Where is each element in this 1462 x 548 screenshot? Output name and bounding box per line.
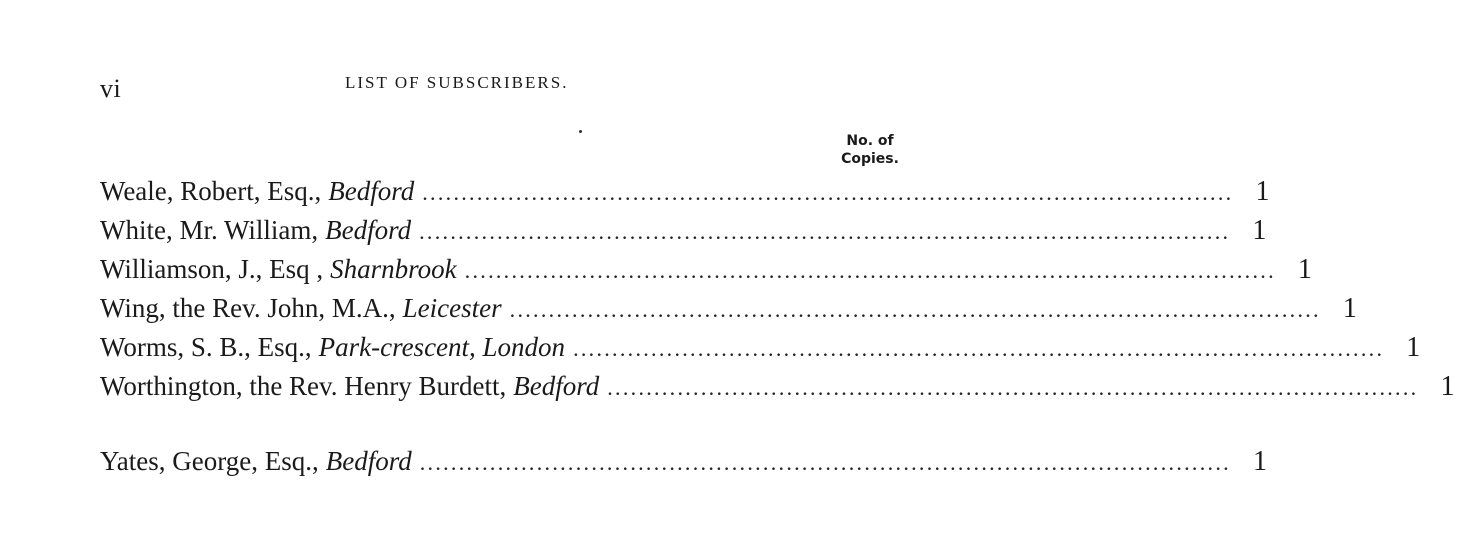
dot-leader: ........................................................................................................ — [607, 375, 1419, 400]
subscriber-name: Wing, the Rev. John, M.A., — [100, 293, 396, 323]
subscriber-place: Sharnbrook — [330, 254, 457, 284]
subscriber-entry — [100, 367, 1455, 406]
subscriber-place: Bedford — [513, 371, 600, 401]
copies-count: 1 — [1297, 254, 1312, 285]
copies-count: 1 — [1406, 332, 1421, 363]
subscriber-place: Bedford — [328, 176, 415, 206]
subscriber-entry — [100, 250, 1312, 289]
subscriber-name: Worthington, the Rev. Henry Burdett, — [100, 371, 507, 401]
subscriber-list — [100, 172, 1455, 481]
subscriber-name: Yates, George, Esq., — [100, 446, 319, 476]
dot-leader: ........................................................................................................ — [464, 258, 1276, 283]
subscriber-place: Bedford — [325, 446, 412, 476]
copies-count: 1 — [1252, 215, 1267, 246]
subscriber-place: Leicester — [402, 293, 502, 323]
subscriber-name: White, Mr. William, — [100, 215, 319, 245]
dot-leader: ........................................................................................................ — [509, 297, 1321, 322]
subscriber-entry — [100, 328, 1421, 367]
copies-count: 1 — [1255, 176, 1270, 207]
dot-leader: ........................................................................................................ — [422, 180, 1234, 205]
copies-count: 1 — [1252, 446, 1267, 477]
subscriber-entry — [100, 289, 1357, 328]
dot-leader: ........................................................................................................ — [419, 450, 1231, 475]
print-speck — [579, 130, 582, 133]
dot-leader: ........................................................................................................ — [419, 219, 1231, 244]
subscriber-name: Weale, Robert, Esq., — [100, 176, 322, 206]
subscriber-name: Worms, S. B., Esq., — [100, 332, 312, 362]
copies-header-line2: Copies. — [841, 151, 899, 167]
copies-count: 1 — [1440, 371, 1455, 402]
subscriber-entry — [100, 172, 1270, 211]
running-head: LIST OF SUBSCRIBERS. — [345, 73, 569, 92]
subscriber-place: Park-crescent, London — [318, 332, 566, 362]
dot-leader: ........................................................................................................ — [573, 336, 1385, 361]
page-number: vi — [100, 74, 122, 103]
subscriber-place: Bedford — [325, 215, 412, 245]
copies-header-line1: No. of — [846, 133, 894, 149]
subscriber-entry — [100, 211, 1267, 250]
subscriber-entry — [100, 442, 1267, 481]
copies-count: 1 — [1342, 293, 1357, 324]
copies-column-header — [832, 132, 908, 168]
subscriber-name: Williamson, J., Esq , — [100, 254, 324, 284]
